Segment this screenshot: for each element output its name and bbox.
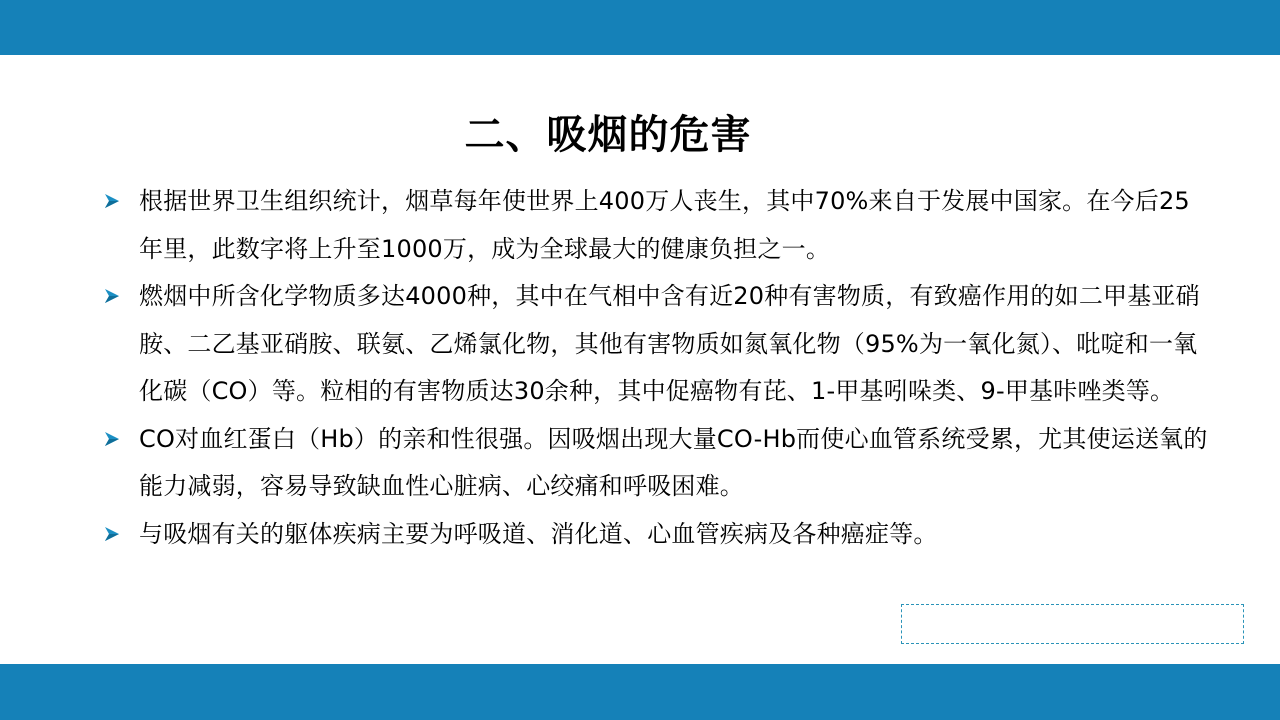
bullet-item <box>100 273 1210 416</box>
top-banner <box>0 0 1280 55</box>
arrow-bullet-icon <box>104 431 120 447</box>
arrow-bullet-icon <box>104 288 120 304</box>
empty-text-placeholder[interactable] <box>901 604 1244 644</box>
bullet-item <box>100 178 1210 273</box>
bullet-text: 燃烟中所含化学物质多达4000种，其中在气相中含有近20种有害物质，有致癌作用的如二甲基亚硝胺、二乙基亚硝胺、联氨、乙烯氯化物，其他有害物质如氮氧化物（95%为一氧化氮）、吡啶和一氧化碳（CO）等。粒相的有害物质达30余种，其中促癌物有芘、1-甲基吲哚类、9-甲基咔唑类等。 <box>139 282 1200 405</box>
arrow-bullet-icon <box>104 193 120 209</box>
arrow-bullet-icon <box>104 526 120 542</box>
bullet-text: 与吸烟有关的躯体疾病主要为呼吸道、消化道、心血管疾病及各种癌症等。 <box>139 519 938 548</box>
bullet-item <box>100 416 1210 511</box>
bullet-text: 根据世界卫生组织统计，烟草每年使世界上400万人丧生，其中70%来自于发展中国家。在今后25年里，此数字将上升至1000万，成为全球最大的健康负担之一。 <box>139 187 1190 263</box>
bullet-text: CO对血红蛋白（Hb）的亲和性很强。因吸烟出现大量CO-Hb而使心血管系统受累，尤其使运送氧的能力减弱，容易导致缺血性心脏病、心绞痛和呼吸困难。 <box>139 424 1208 500</box>
bullet-item <box>100 511 1210 559</box>
slide-title: 二、吸烟的危害 <box>464 112 752 158</box>
bottom-banner <box>0 664 1280 720</box>
bullet-list <box>100 178 1210 558</box>
